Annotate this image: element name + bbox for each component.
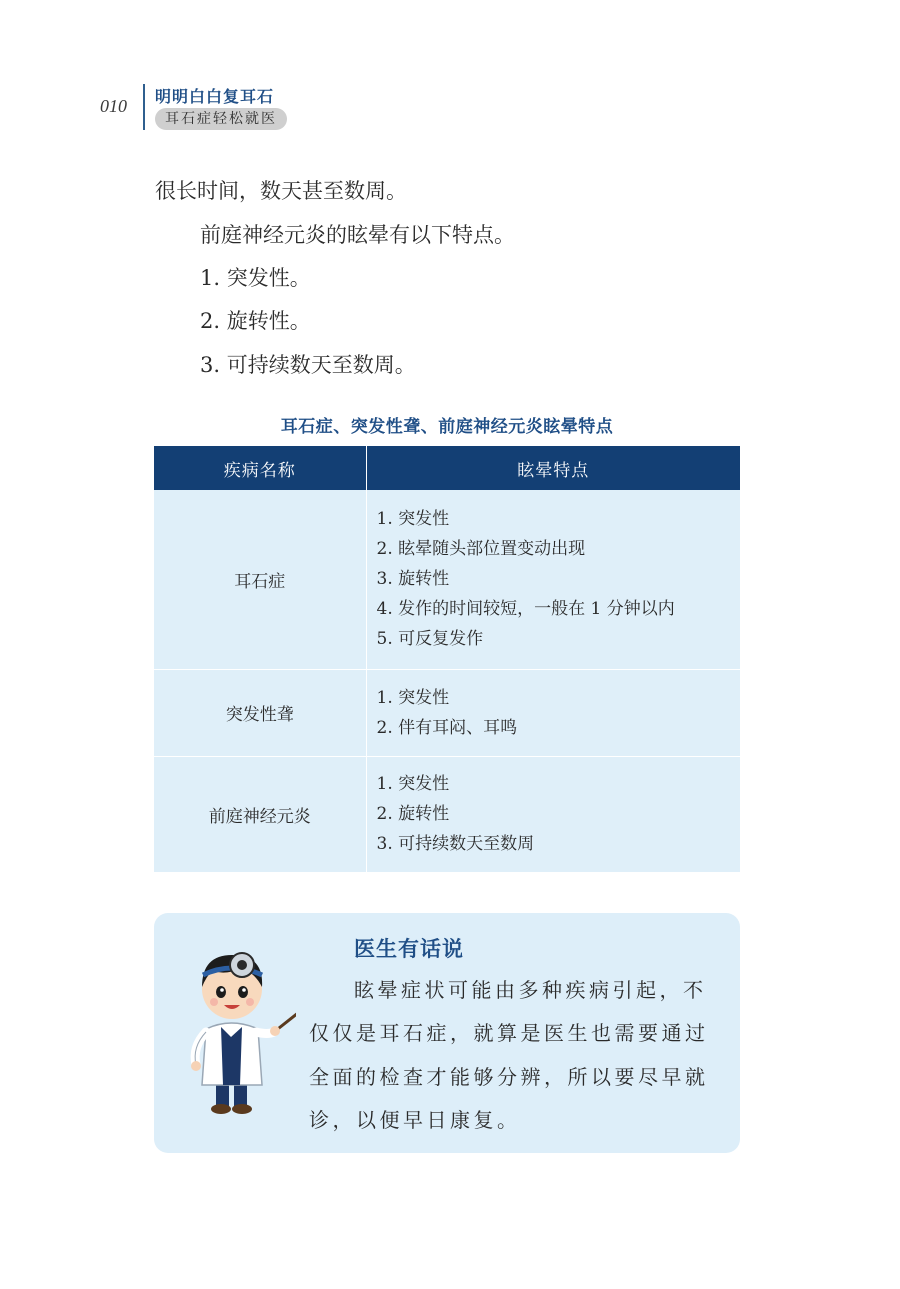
page-number: 010 [100,96,127,116]
vertigo-comparison-table [154,446,740,873]
column-header-features: 眩晕特点 [366,446,740,490]
disease-name: 突发性聋 [154,669,366,756]
disease-name: 耳石症 [154,490,366,669]
book-title: 明明白白复耳石 [155,87,275,106]
doctor-tip-text: 仅仅是耳石症，就算是医生也需要通过 [309,1021,709,1045]
body-point: 2. 旋转性。 [200,309,311,333]
table-row [154,490,740,669]
feature-item: 5. 可反复发作 [376,629,484,650]
column-header-disease: 疾病名称 [154,446,366,490]
feature-item: 1. 突发性 [376,509,450,530]
feature-item: 1. 突发性 [376,687,450,708]
body-intro: 前庭神经元炎的眩晕有以下特点。 [200,223,515,247]
doctor-tip-box [154,913,740,1153]
feature-item: 3. 可持续数天至数周 [376,834,535,854]
feature-item: 4. 发作的时间较短，一般在 1 分钟以内 [376,599,675,620]
header-divider [143,84,145,130]
feature-item: 1. 突发性 [376,774,450,794]
body-line: 很长时间，数天甚至数周。 [155,179,407,203]
feature-item: 3. 旋转性 [376,569,450,590]
table-header-row [154,446,740,490]
doctor-tip-text: 全面的检查才能够分辨，所以要尽早就 [309,1065,709,1089]
doctor-tip-text: 诊，以便早日康复。 [309,1108,521,1132]
feature-list [366,490,740,669]
feature-item: 2. 伴有耳闷、耳鸣 [376,717,518,738]
book-subtitle: 耳石症轻松就医 [155,108,287,130]
doctor-tip-title: 医生有话说 [354,937,464,961]
doctor-pointing-icon [176,937,296,1117]
feature-item: 2. 旋转性 [376,804,450,824]
feature-list [366,756,740,872]
feature-list [366,669,740,756]
body-point: 1. 突发性。 [200,266,311,290]
doctor-tip-text: 眩晕症状可能由多种疾病引起，不 [354,978,707,1002]
body-point: 3. 可持续数天至数周。 [200,353,416,377]
table-caption: 耳石症、突发性聋、前庭神经元炎眩晕特点 [280,417,614,437]
feature-item: 2. 眩晕随头部位置变动出现 [376,539,586,560]
disease-name: 前庭神经元炎 [154,756,366,872]
table-row [154,756,740,872]
table-row [154,669,740,756]
